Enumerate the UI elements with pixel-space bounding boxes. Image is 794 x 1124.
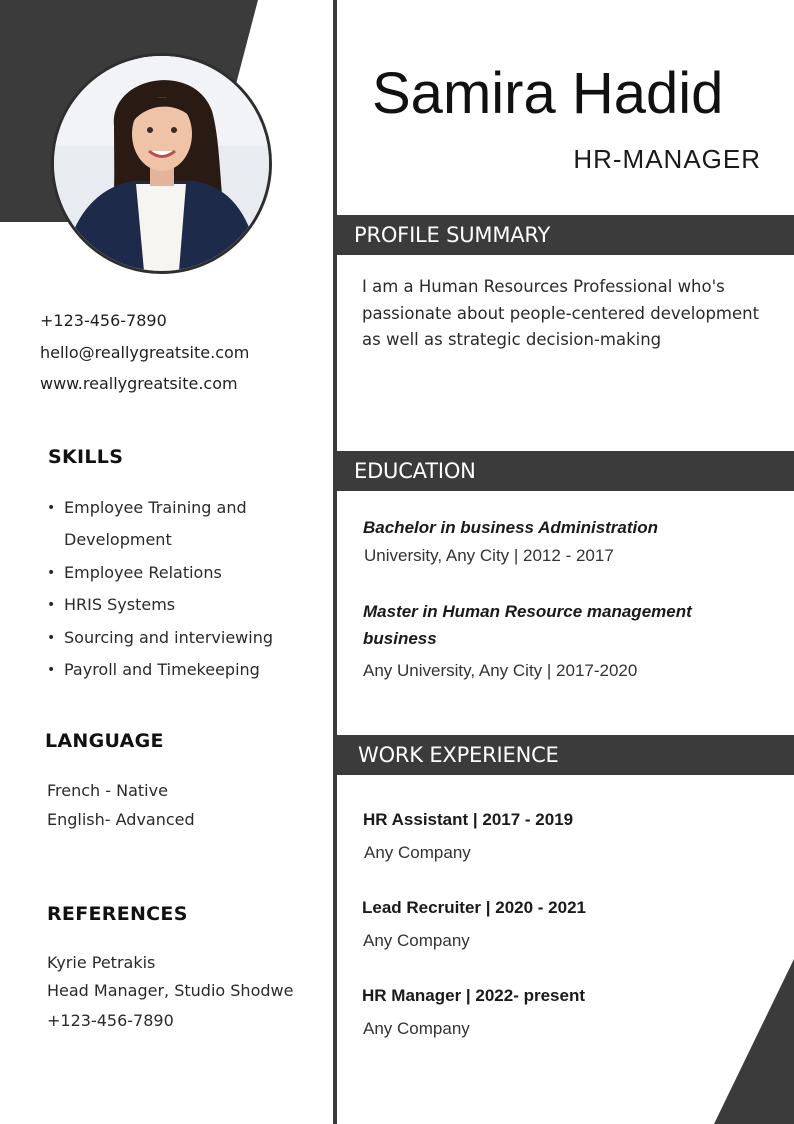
page-title: Samira Hadid — [372, 61, 724, 126]
job-entry-company: Any Company — [364, 843, 471, 862]
skills-heading: SKILLS — [48, 446, 124, 468]
education-school: Any University, Any City | 2017-2020 — [363, 661, 638, 680]
profile-summary-heading: PROFILE SUMMARY — [337, 215, 794, 255]
skill-item: • Employee Training and Development — [47, 492, 317, 557]
column-divider — [333, 0, 337, 1124]
profile-photo-illustration — [54, 56, 269, 271]
job-entry-company: Any Company — [363, 1019, 470, 1038]
reference-name: Kyrie Petrakis — [47, 953, 156, 972]
bullet-icon: • — [47, 597, 56, 614]
language-heading: LANGUAGE — [45, 730, 164, 752]
bullet-icon: • — [47, 500, 56, 516]
skill-item: • Sourcing and interviewing — [47, 622, 317, 654]
profile-summary-text: I am a Human Resources Professional who's passionate about people-centered development as well as strategic decision-making — [362, 277, 760, 349]
education-heading: EDUCATION — [337, 451, 794, 491]
education-degree: Bachelor in business Administration — [363, 518, 659, 537]
language-item: French - Native — [47, 781, 168, 800]
skill-item: • Payroll and Timekeeping — [47, 654, 317, 686]
education-school: University, Any City | 2012 - 2017 — [364, 546, 614, 565]
work-experience-heading: WORK EXPERIENCE — [337, 735, 794, 775]
skill-item: • HRIS Systems — [47, 589, 317, 621]
job-entry-company: Any Company — [363, 931, 470, 950]
contact-info — [40, 310, 249, 405]
bullet-icon: • — [47, 564, 56, 581]
website-url: www.reallygreatsite.com — [40, 374, 238, 393]
education-degree: Master in Human Resource management business — [363, 602, 692, 648]
language-item: English- Advanced — [47, 810, 195, 829]
language-list — [47, 776, 195, 834]
reference-position: Head Manager, Studio Shodwe — [47, 981, 294, 1000]
skill-item: • Employee Relations — [47, 557, 317, 589]
email-address: hello@reallygreatsite.com — [40, 342, 250, 362]
bottom-right-corner-shape — [714, 959, 794, 1124]
reference-entry — [47, 948, 307, 1035]
phone-number: +123-456-7890 — [40, 311, 167, 330]
skills-list — [47, 492, 317, 686]
references-heading: REFERENCES — [47, 903, 188, 925]
job-title-subtitle: HR-MANAGER — [573, 144, 761, 174]
bullet-icon: • — [47, 629, 56, 646]
job-entry-title: HR Manager | 2022- present — [362, 986, 586, 1005]
bullet-icon: • — [47, 662, 56, 679]
job-entry-title: HR Assistant | 2017 - 2019 — [363, 810, 574, 829]
profile-photo — [51, 53, 272, 274]
job-entry-title: Lead Recruiter | 2020 - 2021 — [362, 898, 586, 917]
reference-phone: +123-456-7890 — [47, 1011, 174, 1030]
